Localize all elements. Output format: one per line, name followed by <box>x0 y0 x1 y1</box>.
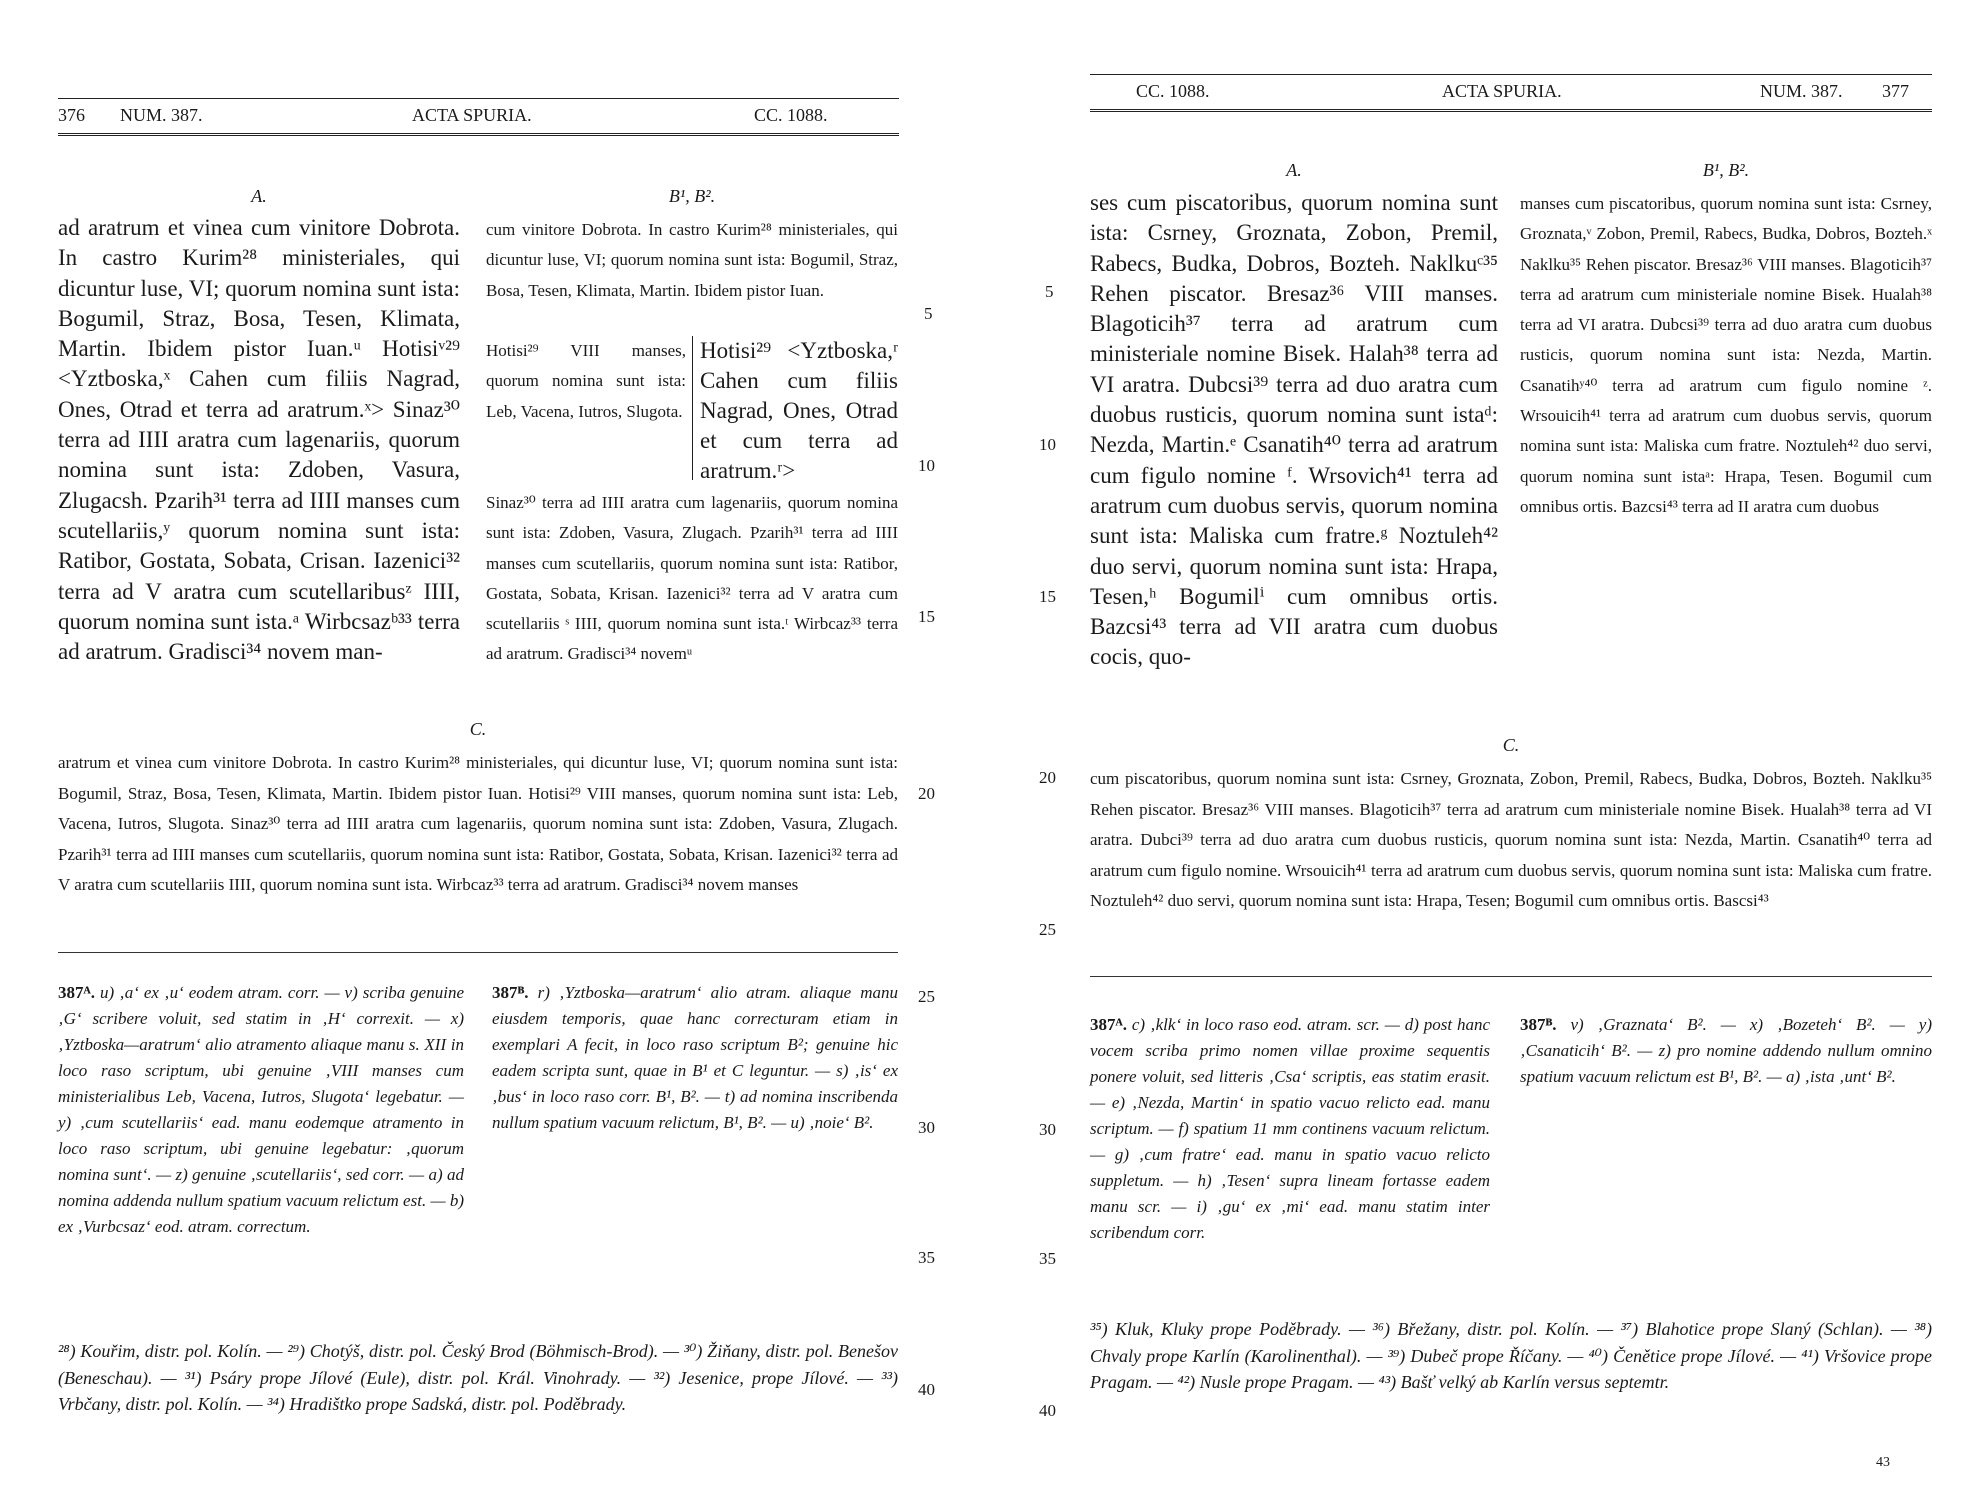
header-title: ACTA SPURIA. <box>412 105 532 125</box>
notes-a <box>1090 1012 1490 1246</box>
header-cc: CC. 1088. <box>1136 81 1210 101</box>
column-b-heading: B¹, B². <box>1702 160 1750 180</box>
line-number: 40 <box>1039 1401 1056 1420</box>
column-c-text: cum piscatoribus, quorum nomina sunt ista: Csrney, Groznata, Zobon, Premil, Rabecs, Budka, Dobros, Bozteh. Naklku³⁵ Rehen piscator. Bresaz³⁶ VIII manses. Blagoticih³⁷ terra ad aratrum cum ministeriale nomine Bisek. Hualah³⁸ terra ad VI aratra. Dubci³⁹ terra ad duo aratra cum duobus rusticis, quorum nomina sunt ista: Nezda, Martin. Csanatih⁴⁰ terra ad aratrum cum figulo nomine. Wrsouicih⁴¹ terra ad aratrum cum duobus servis, quorum nomina sunt ista: Maliska cum fratre. Noztuleh⁴² duo servi, quorum nomina sunt ista: Hrapa, Tesen; Bogumil cum omnibus ortis. Bascsi⁴³ <box>1090 769 1932 910</box>
notes-b-text: v) ‚Graznata‘ B². — x) ‚Bozeteh‘ B². — y) ‚Csanaticih‘ B². — z) pro nomine addendo nullum omnino spatium vacuum relictum est B¹, B². — a) ‚ista ‚unt‘ B². <box>1520 1015 1932 1086</box>
notes-rule <box>1090 976 1932 977</box>
column-a-heading: A. <box>1286 160 1302 180</box>
column-b-text-bottom: Sinaz³⁰ terra ad IIII aratra cum lagenariis, quorum nomina sunt ista: Zdoben, Vasura, Zlugach. Pzarih³¹ terra ad IIII manses cum scutellariis, quorum nomina sunt ista: Ratibor, Gostata, Sobata, Krisan. Iazenici³² terra ad V aratra cum scutellariis ˢ IIII, quorum nomina sunt ista.ᵗ Wirbcaz³³ terra ad aratrum. Gradisci³⁴ novemᵘ <box>486 493 898 664</box>
column-b-heading: B¹, B². <box>668 186 716 206</box>
column-a-text: ad aratrum et vinea cum vinitore Dobrota. In castro Kurim²⁸ ministeriales, qui dicuntur luse, VI; quorum nomina sunt ista: Bogumil, Straz, Bosa, Tesen, Klimata, Martin. Ibidem pistor Iuan.ᵘ Hotisiᵛ²⁹ <Yztboska,ˣ Cahen cum filiis Nagrad, Ones, Otrad et terra ad aratrum.ˣ> Sinaz³⁰ terra ad IIII aratra cum lagenariis, quorum nomina sunt ista: Zdoben, Vasura, Zlugacsh. Pzarih³¹ terra ad IIII manses cum scutellariis,ʸ quorum nomina sunt ista: Ratibor, Gostata, Sobata, Crisan. Iazenici³² terra ad V aratra cum scutellaribusᶻ IIII, quorum nomina sunt ista.ᵃ Wirbcsazᵇ³³ terra ad aratrum. Gradisci³⁴ novem man- <box>58 215 460 665</box>
notes-a-text: c) ‚klk‘ in loco raso eod. atram. scr. — d) post hanc vocem scriba primo nomen villae proxime sequentis ponere voluit, sed litteris ‚Csa‘ scriptis, eas statim erasit. — e) ‚Nezda, Martin‘ in spatio vacuo relicto ead. manu scriptum. — f) spatium 11 mm continens vacuum relictum. — g) ‚cum fratre‘ ead. manu in spatio vacuo relicto suppletum. — h) ‚Tesen‘ supra lineam fortasse eadem manu scr. — i) ‚gu‘ ex ‚mi‘ ead. manu statim inter scribendum corr. <box>1090 1015 1491 1242</box>
header-num: NUM. 387. <box>1760 81 1843 101</box>
line-number: 20 <box>918 784 935 803</box>
running-header <box>1090 74 1932 112</box>
page-number: 377 <box>1882 81 1909 101</box>
place-notes: ²⁸) Kouřim, distr. pol. Kolín. — ²⁹) Chotýš, distr. pol. Český Brod (Böhmisch-Brod). — ³⁰) Žiňany, distr. pol. Benešov (Beneschau). — ³¹) Psáry prope Jílové (Eule), distr. pol. Král. Vinohrady. — ³²) Jesenice, prope Jílové. — ³³) Vrbčany, distr. pol. Kolín. — ³⁴) Hradištko prope Sadská, distr. pol. Poděbrady. <box>58 1341 898 1414</box>
header-num: NUM. 387. <box>120 105 203 125</box>
notes-a <box>58 980 464 1240</box>
line-number: 40 <box>918 1380 935 1399</box>
page-number: 376 <box>58 105 85 125</box>
printer-signature: 43 <box>1876 1455 1890 1470</box>
line-number: 25 <box>1039 920 1056 939</box>
notes-b-label: 387ᴮ. <box>492 983 529 1002</box>
notes-b <box>492 980 898 1136</box>
notes-b <box>1520 1012 1932 1090</box>
place-notes: ³⁵) Kluk, Kluky prope Poděbrady. — ³⁶) Břežany, distr. pol. Kolín. — ³⁷) Blahotice prope Slaný (Schlan). — ³⁸) Chvaly prope Karlín (Karolinenthal). — ³⁹) Dubeč prope Říčany. — ⁴⁰) Čenětice prope Jílové. — ⁴¹) Vršovice prope Pragam. — ⁴²) Nusle prope Pragam. — ⁴³) Bašť velký ab Karlín versus septemtr. <box>1090 1319 1932 1392</box>
column-a-heading: A. <box>251 186 267 206</box>
notes-a-label: 387ᴬ. <box>1090 1015 1128 1034</box>
column-c-heading: C. <box>469 719 487 739</box>
header-title: ACTA SPURIA. <box>1442 81 1562 101</box>
column-c-text: aratrum et vinea cum vinitore Dobrota. In castro Kurim²⁸ ministeriales, qui dicuntur luse, VI; quorum nomina sunt ista: Bogumil, Straz, Bosa, Tesen, Klimata, Martin. Ibidem pistor Iuan. Hotisi²⁹ VIII manses, quorum nomina sunt ista: Leb, Vacena, Iutros, Slugota. Sinaz³⁰ terra ad IIII aratra cum lagenariis, quorum nomina sunt ista: Zdoben, Vasura, Zlugach. Pzarih³¹ terra ad IIII manses cum scutellariis, quorum nomina sunt ista: Ratibor, Gostata, Sobata, Krisan. Iazenici³² terra ad V aratra cum scutellariis IIII, quorum nomina sunt ista. Wirbcaz³³ terra ad aratrum. Gradisci³⁴ novem manses <box>58 753 898 894</box>
notes-a-text: u) ‚a‘ ex ‚u‘ eodem atram. corr. — v) scriba genuine ‚G‘ scribere voluit, sed statim in ‚H‘ correxit. — x) ‚Yztboska—aratrum‘ alio atramento aliaque manu s. XII in loco raso scriptum, ubi genuine ‚VIII manses cum ministerialibus Leb, Vacena, Iutros, Slugota‘ legebatur. — y) ‚cum scutellariis‘ ead. manu eodemque atramento in loco raso scriptum, ubi genuine legebatur: ‚quorum nomina sunt‘. — z) genuine ‚scutellariis‘, sed corr. — a) ad nomina addenda nullum spatium vacuum relictum est. — b) ex ‚Vurbcsaz‘ eod. atram. correctum. <box>58 983 464 1236</box>
line-number: 15 <box>918 607 935 626</box>
column-b-split-left: Hotisi²⁹ VIII manses, quorum nomina sunt ista: Leb, Vacena, Iutros, Slugota. <box>486 341 686 421</box>
notes-b-label: 387ᴮ. <box>1520 1015 1557 1034</box>
line-number: 25 <box>918 987 935 1006</box>
column-b-text-top: cum vinitore Dobrota. In castro Kurim²⁸ ministeriales, qui dicuntur luse, VI; quorum nomina sunt ista: Bogumil, Straz, Bosa, Tesen, Klimata, Martin. Ibidem pistor Iuan. <box>486 220 898 300</box>
column-b-split-right: Hotisi²⁹ <Yztboska,ʳ Cahen cum filiis Nagrad, Ones, Otrad et cum terra ad aratrum.ʳ> <box>700 338 898 483</box>
running-header <box>58 98 899 136</box>
line-number: 30 <box>918 1118 935 1137</box>
line-number: 10 <box>1039 435 1056 454</box>
line-number: 5 <box>1045 282 1054 301</box>
notes-b-text: r) ‚Yztboska—aratrum‘ alio atram. aliaque manu eiusdem temporis, quae hanc correcturam etiam in exemplari A fecit, in loco raso scriptum B²; genuine hic eadem scripta sunt, quae in B¹ et C leguntur. — s) ‚is‘ ex ‚bus‘ in loco raso corr. B¹, B². — t) ad nomina inscribenda nullum spatium vacuum relictum, B¹, B². — u) ‚noie‘ B². <box>492 983 899 1132</box>
line-number: 15 <box>1039 587 1056 606</box>
line-number: 10 <box>918 456 935 475</box>
column-b-text: manses cum piscatoribus, quorum nomina sunt ista: Csrney, Groznata,ᵛ Zobon, Premil, Rabecs, Budka, Dobros, Bozteh.ˣ Naklku³⁵ Rehen piscator. Bresaz³⁶ VIII manses. Blagoticih³⁷ terra ad aratrum cum ministeriale nomine Bisek. Hualah³⁸ terra ad VI aratra. Dubcsi³⁹ terra ad duo aratra cum duobus rusticis, quorum nomina sunt ista: Nezda, Martin. Csanatihʸ⁴⁰ terra ad aratrum cum figulo nomine ᶻ. Wrsouicih⁴¹ terra ad aratrum cum duobus servis, quorum nomina sunt ista: Maliska cum fratre. Noztuleh⁴² duo servi, quorum nomina sunt istaᵃ: Hrapa, Tesen. Bogumil cum omnibus ortis. Bazcsi⁴³ terra ad II aratra cum duobus <box>1520 194 1932 516</box>
notes-rule <box>58 952 898 953</box>
column-a-text: ses cum piscatoribus, quorum nomina sunt ista: Csrney, Groznata, Zobon, Premil, Rabecs, Budka, Dobros, Bozteh. Naklkuᶜ³⁵ Rehen piscator. Bresaz³⁶ VIII manses. Blagoticih³⁷ terra ad aratrum cum ministeriale nomine Bisek. Halah³⁸ terra ad VI aratra. Dubcsi³⁹ terra ad duo aratra cum duobus rusticis, quorum nomina sunt istaᵈ: Nezda, Martin.ᵉ Csanatih⁴⁰ terra ad aratrum cum figulo nomine ᶠ. Wrsovich⁴¹ terra ad aratrum cum duobus servis, quorum nomina sunt ista: Maliska cum fratre.ᵍ Noztuleh⁴² duo servi, quorum nomina sunt ista: Hrapa, Tesen,ʰ Bogumilⁱ cum omnibus ortis. Bazcsi⁴³ terra ad VII aratra cum duobus cocis, quo- <box>1090 190 1498 670</box>
notes-a-label: 387ᴬ. <box>58 983 96 1002</box>
line-number: 35 <box>918 1248 935 1267</box>
column-split-divider <box>692 336 693 480</box>
header-cc: CC. 1088. <box>754 105 828 125</box>
column-c-heading: C. <box>1502 735 1520 755</box>
line-number: 35 <box>1039 1249 1056 1268</box>
line-number: 5 <box>924 304 933 323</box>
right-page <box>989 0 1978 1500</box>
line-number: 30 <box>1039 1120 1056 1139</box>
line-number: 20 <box>1039 768 1056 787</box>
